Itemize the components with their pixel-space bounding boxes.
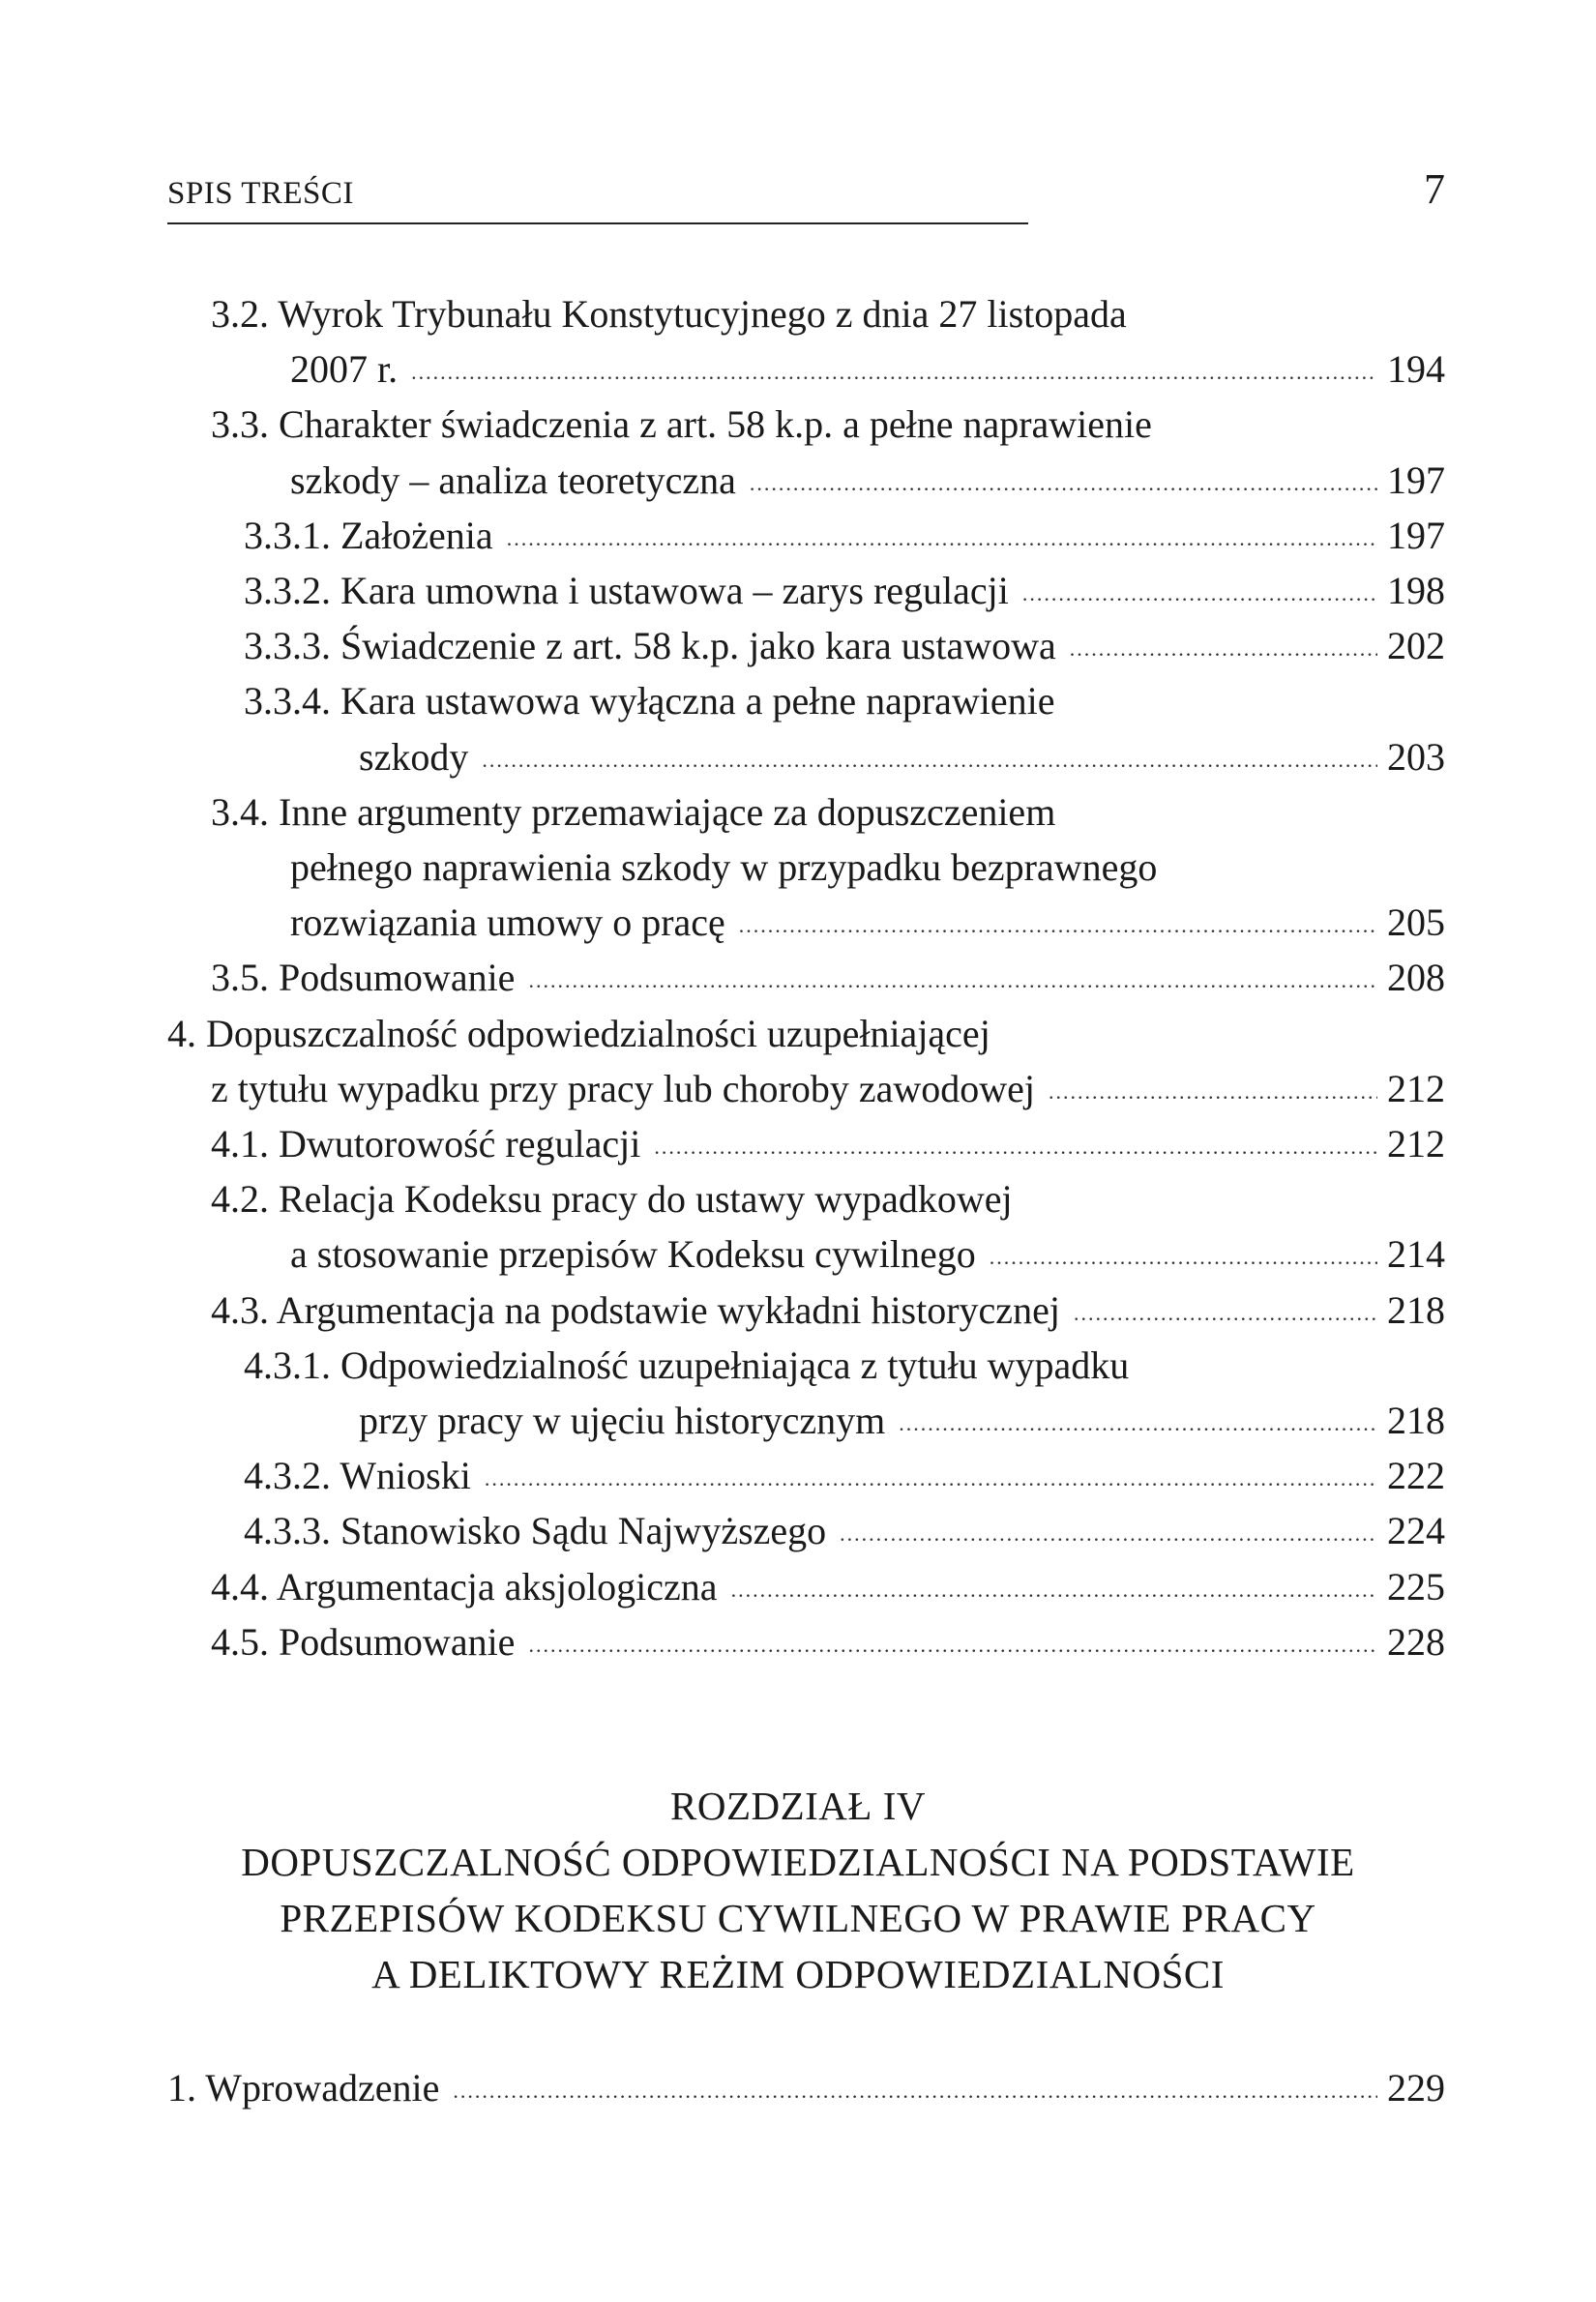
toc-page-number: 218 bbox=[1387, 1287, 1445, 1332]
toc-entry-text: rozwiązania umowy o pracę bbox=[290, 900, 725, 945]
toc-entry-text: 3.2. Wyrok Trybunału Konstytucyjnego z dnia 27 listopada bbox=[211, 292, 1127, 336]
toc-entry-text: 4.3.3. Stanowisko Sądu Najwyższego bbox=[244, 1509, 827, 1553]
toc-entry-text: 3.3.1. Założenia bbox=[244, 513, 493, 557]
toc-page-number: 205 bbox=[1387, 900, 1445, 945]
toc-entry-text: 3.4. Inne argumenty przemawiające za dopuszczeniem bbox=[211, 789, 1056, 834]
dot-leader bbox=[840, 1503, 1377, 1558]
toc-entry-line bbox=[290, 1226, 1445, 1282]
chapter-label: ROZDZIAŁ IV bbox=[670, 1784, 926, 1828]
toc-entry-text: 4.3.2. Wnioski bbox=[244, 1454, 471, 1498]
dot-leader bbox=[750, 453, 1377, 508]
toc-entry-text: 4.2. Relacja Kodeksu pracy do ustawy wypadkowej bbox=[211, 1177, 1013, 1222]
toc-page-number: 214 bbox=[1387, 1232, 1445, 1277]
toc-page-number: 218 bbox=[1387, 1399, 1445, 1442]
toc-page-number: 197 bbox=[1387, 513, 1445, 557]
toc-entry-line bbox=[290, 453, 1445, 508]
toc-page-number: 228 bbox=[1387, 1619, 1445, 1664]
dot-leader bbox=[528, 950, 1377, 1005]
toc-entry-text: 1. Wprowadzenie bbox=[167, 2066, 440, 2110]
chapter-title-line: A DELIKTOWY REŻIM ODPOWIEDZIALNOŚCI bbox=[371, 1952, 1225, 1996]
toc-entry-line bbox=[211, 784, 1445, 840]
toc-entry-line bbox=[244, 1503, 1445, 1558]
toc-entry-line bbox=[211, 1171, 1445, 1226]
toc-entry-line bbox=[211, 397, 1445, 452]
chapter-title-line: DOPUSZCZALNOŚĆ ODPOWIEDZIALNOŚCI NA PODSTAWIE bbox=[241, 1840, 1355, 1884]
dot-leader bbox=[731, 1559, 1377, 1614]
dot-leader bbox=[507, 508, 1377, 563]
header-rule bbox=[167, 222, 1028, 224]
toc-page-number: 229 bbox=[1387, 2066, 1445, 2110]
toc-entry-text: 3.5. Podsumowanie bbox=[211, 956, 516, 1000]
toc-entry-line bbox=[211, 1614, 1445, 1669]
toc-page-number: 203 bbox=[1387, 734, 1445, 779]
dot-leader bbox=[528, 1614, 1377, 1669]
toc-entry-line bbox=[211, 286, 1445, 341]
toc-entry-text: szkody – analiza teoretyczna bbox=[290, 457, 736, 502]
toc-entry-text: 4.3.1. Odpowiedzialność uzupełniająca z tytułu wypadku bbox=[244, 1343, 1130, 1387]
toc-page-number: 212 bbox=[1387, 1066, 1445, 1110]
toc-page-number: 208 bbox=[1387, 956, 1445, 1000]
dot-leader bbox=[411, 341, 1377, 397]
dot-leader bbox=[453, 2060, 1377, 2115]
toc-entry-text: a stosowanie przepisów Kodeksu cywilnego bbox=[290, 1232, 976, 1277]
toc-entry-text: 4.5. Podsumowanie bbox=[211, 1619, 516, 1664]
toc-entry-text: 4.3. Argumentacja na podstawie wykładni historycznej bbox=[211, 1287, 1060, 1332]
dot-leader bbox=[739, 895, 1377, 950]
toc-entry-line bbox=[211, 1116, 1445, 1171]
page-number: 7 bbox=[1424, 165, 1445, 213]
toc-entry-text: 3.3.4. Kara ustawowa wyłączna a pełne naprawienie bbox=[244, 679, 1055, 723]
toc-entry-line bbox=[290, 341, 1445, 397]
chapter-title-line: PRZEPISÓW KODEKSU CYWILNEGO W PRAWIE PRACY bbox=[280, 1896, 1316, 1940]
toc-page-number: 222 bbox=[1387, 1454, 1445, 1498]
toc-entry-line bbox=[244, 673, 1445, 728]
dot-leader bbox=[1070, 618, 1377, 673]
dot-leader bbox=[990, 1226, 1377, 1282]
toc-entry-line bbox=[244, 508, 1445, 563]
toc-entry-line bbox=[211, 1559, 1445, 1614]
toc-entry-line bbox=[167, 2060, 1445, 2115]
toc-page-number: 225 bbox=[1387, 1564, 1445, 1608]
toc-entry-text: 4.1. Dwutorowość regulacji bbox=[211, 1122, 641, 1166]
dot-leader bbox=[1074, 1283, 1377, 1338]
toc-entry-line bbox=[211, 1283, 1445, 1338]
dot-leader bbox=[899, 1393, 1377, 1448]
toc-entry-text: 3.3.3. Świadczenie z art. 58 k.p. jako kara ustawowa bbox=[244, 624, 1056, 668]
toc-page-number: 194 bbox=[1387, 347, 1445, 392]
dot-leader bbox=[1049, 1061, 1377, 1116]
toc-entry-text: 4.4. Argumentacja aksjologiczna bbox=[211, 1564, 718, 1608]
toc-entry-text: pełnego naprawienia szkody w przypadku bezprawnego bbox=[290, 845, 1158, 889]
toc-page-number: 212 bbox=[1387, 1122, 1445, 1166]
dot-leader bbox=[485, 1448, 1377, 1503]
toc-page-number: 197 bbox=[1387, 457, 1445, 502]
toc-entry-text: przy pracy w ujęciu historycznym bbox=[359, 1399, 886, 1442]
running-header: SPIS TREŚCI bbox=[167, 176, 354, 211]
toc-entry-line bbox=[244, 618, 1445, 673]
toc-entry-line bbox=[359, 729, 1445, 784]
toc-entry-line bbox=[244, 1448, 1445, 1503]
toc-entry-line bbox=[359, 1393, 1445, 1448]
dot-leader bbox=[1022, 563, 1377, 618]
toc-entry-text: 3.3. Charakter świadczenia z art. 58 k.p. a pełne naprawienie bbox=[211, 402, 1152, 447]
dot-leader bbox=[654, 1116, 1377, 1171]
toc-entry-text: 2007 r. bbox=[290, 347, 399, 392]
toc-entry-line bbox=[167, 1006, 1445, 1061]
toc-entry-text: szkody bbox=[359, 734, 469, 779]
toc-page-number: 224 bbox=[1387, 1509, 1445, 1553]
toc-entry-line bbox=[211, 950, 1445, 1005]
toc-entry-text: 4. Dopuszczalność odpowiedzialności uzupełniającej bbox=[167, 1011, 990, 1055]
toc-page-number: 202 bbox=[1387, 624, 1445, 668]
toc-entry-line bbox=[244, 1338, 1445, 1393]
toc-entry-line bbox=[211, 1061, 1445, 1116]
dot-leader bbox=[482, 729, 1377, 784]
toc-entry-line bbox=[290, 840, 1445, 895]
toc-entry-line bbox=[290, 895, 1445, 950]
toc-entry-text: 3.3.2. Kara umowna i ustawowa – zarys regulacji bbox=[244, 569, 1009, 612]
toc-page-number: 198 bbox=[1387, 569, 1445, 612]
toc-entry-text: z tytułu wypadku przy pracy lub choroby zawodowej bbox=[211, 1066, 1035, 1110]
toc-entry-line bbox=[244, 563, 1445, 618]
